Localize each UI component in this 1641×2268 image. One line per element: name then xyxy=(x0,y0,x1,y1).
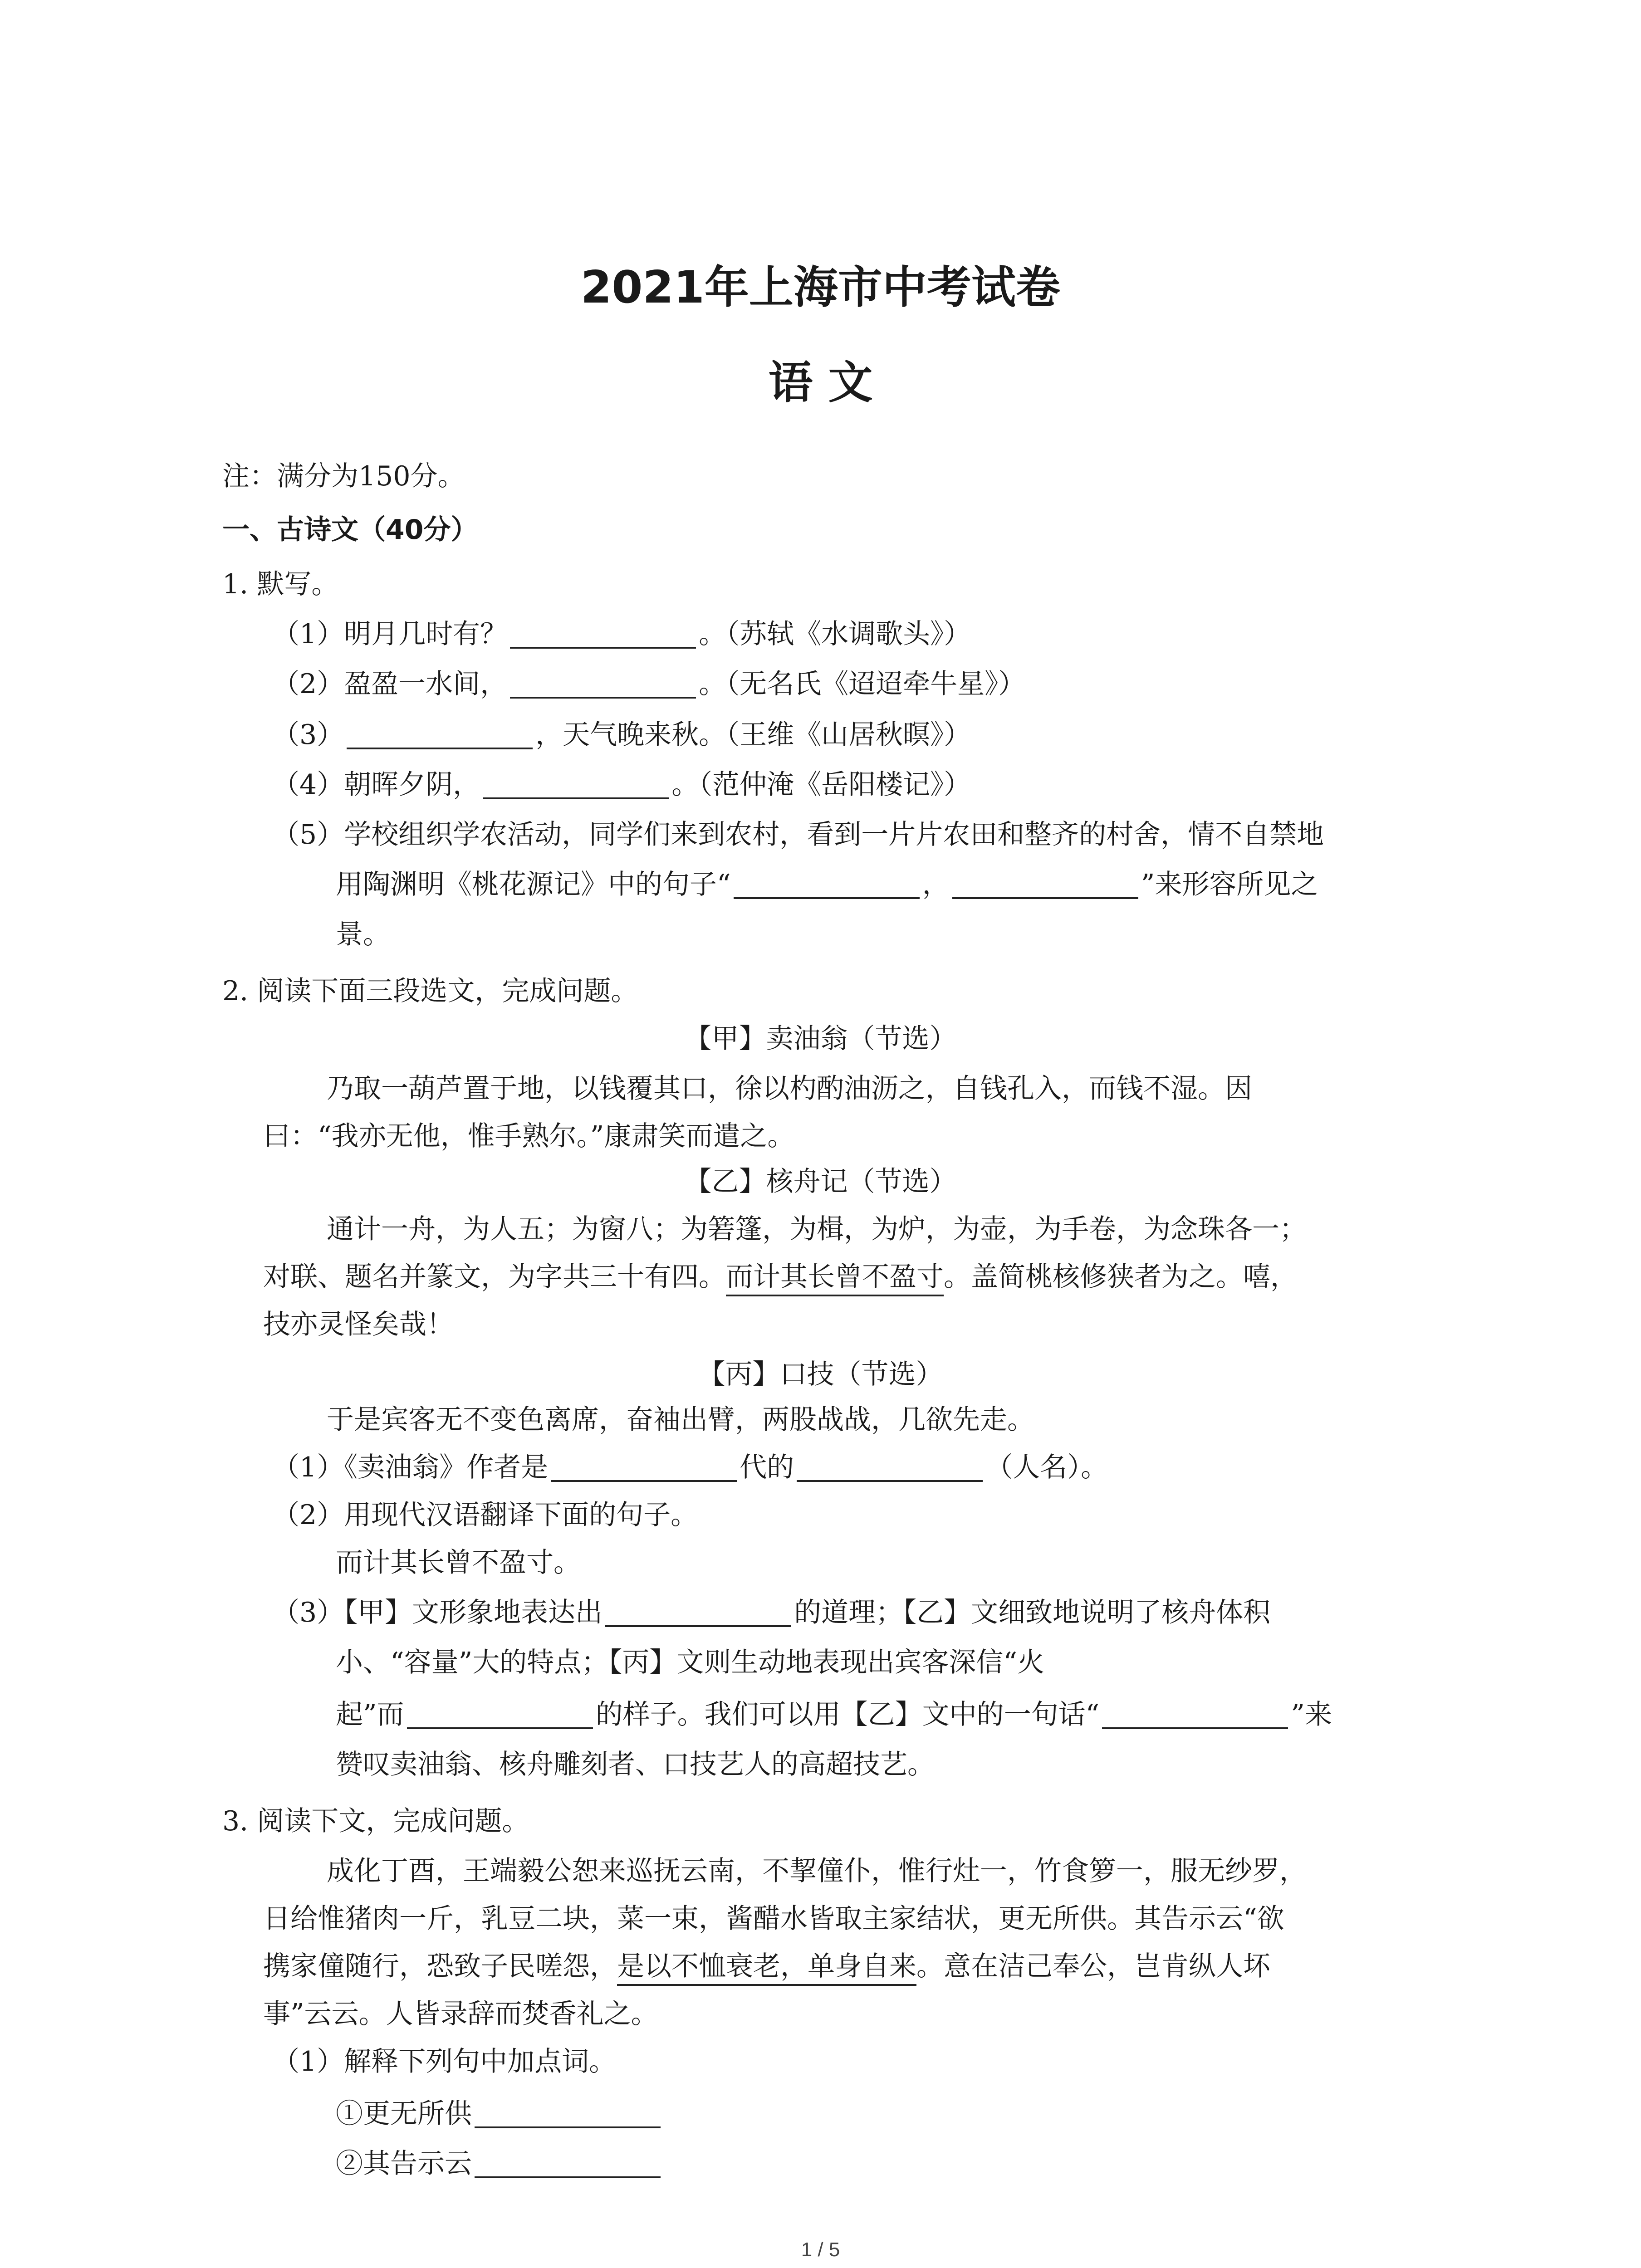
item-text-b: 代的 xyxy=(740,1452,794,1483)
item-text-pre: 明月几时有？ xyxy=(344,618,508,650)
item-text-mid: ， xyxy=(922,869,950,900)
item-text-d: 起”而 xyxy=(336,1699,404,1730)
q1-item-2 xyxy=(272,661,1025,707)
q2-sub-3-line3 xyxy=(336,1692,1332,1737)
item-number: （2） xyxy=(272,668,344,700)
q2-heading: 2. 阅读下面三段选文，完成问题。 xyxy=(222,975,638,1007)
item-text: 学校组织学农活动，同学们来到农村，看到一片片农田和整齐的村舍，情不自禁地 xyxy=(344,819,1324,850)
answer-blank[interactable] xyxy=(952,870,1138,899)
yi-title: 【乙】核舟记（节选） xyxy=(684,1166,957,1198)
item-text-post: ，天气晚来秋。（王维《山居秋暝》） xyxy=(535,719,971,751)
jia-line-1: 乃取一葫芦置于地，以钱覆其口，徐以杓酌油沥之，自钱孔入，而钱不湿。因 xyxy=(327,1073,1252,1105)
yi-line-2 xyxy=(263,1254,1298,1300)
underlined-sentence: 而计其长曾不盈寸 xyxy=(726,1261,944,1296)
item-text-a: 《卖油翁》作者是 xyxy=(344,1452,549,1483)
item-text-c: （人名）。 xyxy=(985,1452,1108,1483)
q1-item-4 xyxy=(272,762,971,807)
answer-blank[interactable] xyxy=(407,1700,593,1729)
item-number: （4） xyxy=(272,769,344,801)
q2-sub-2-sentence: 而计其长曾不盈寸。 xyxy=(336,1547,581,1579)
item-text-f: ”来 xyxy=(1291,1699,1332,1730)
answer-blank[interactable] xyxy=(551,1453,737,1482)
answer-blank[interactable] xyxy=(797,1453,983,1482)
answer-blank[interactable] xyxy=(347,720,533,749)
q2-sub-3-line1 xyxy=(272,1590,1270,1635)
q2-sub-2 xyxy=(272,1492,698,1538)
item-number: （3） xyxy=(272,1597,344,1628)
answer-blank[interactable] xyxy=(510,620,696,649)
item-number: （1） xyxy=(272,1452,344,1483)
exam-title: 2021年上海市中考试卷 xyxy=(581,262,1060,313)
jia-title: 【甲】卖油翁（节选） xyxy=(684,1023,957,1055)
q3-text-a: 携家僮随行，恐致子民嗟怨， xyxy=(263,1950,617,1982)
page-number: 1 / 5 xyxy=(801,2239,840,2261)
q2-sub-1 xyxy=(272,1445,1108,1490)
q3-text-b: 。意在洁己奉公，岂肯纵人坏 xyxy=(916,1950,1270,1982)
score-note: 注：满分为150分。 xyxy=(222,460,465,492)
q1-heading: 1. 默写。 xyxy=(222,568,339,600)
q2-sub-3-line4: 赞叹卖油翁、核舟雕刻者、口技艺人的高超技艺。 xyxy=(336,1749,935,1780)
yi-line-3: 技亦灵怪矣哉！ xyxy=(263,1309,454,1340)
q3-sub-1: （1）解释下列句中加点词。 xyxy=(272,2046,617,2077)
q1-item-3 xyxy=(272,712,971,758)
answer-blank[interactable] xyxy=(605,1598,791,1627)
yi-text-a: 对联、题名并篆文，为字共三十有四。 xyxy=(263,1261,726,1293)
q3-para-line-1: 成化丁酉，王端毅公恕来巡抚云南，不挈僮仆，惟行灶一，竹食箩一，服无纱罗， xyxy=(327,1855,1307,1887)
q3-heading: 3. 阅读下文，完成问题。 xyxy=(222,1805,529,1837)
answer-blank[interactable] xyxy=(483,770,669,799)
q1-item-5-line2 xyxy=(336,862,1318,907)
item-text-e: 的样子。我们可以用【乙】文中的一句话“ xyxy=(595,1699,1100,1730)
item-number: （1） xyxy=(272,618,344,650)
item-number: （3） xyxy=(272,719,344,751)
q3-sub-1-item-2 xyxy=(336,2141,663,2186)
q1-item-1 xyxy=(272,611,971,657)
item-number: （5） xyxy=(272,819,344,850)
item-text: ②其告示云 xyxy=(336,2148,472,2180)
item-text-pre: 朝晖夕阴， xyxy=(344,769,480,801)
q3-sub-1-item-1 xyxy=(336,2091,663,2136)
q1-item-5-line3: 景。 xyxy=(336,919,390,950)
item-text: ①更无所供 xyxy=(336,2098,472,2130)
answer-blank[interactable] xyxy=(1102,1700,1288,1729)
section-heading: 一、古诗文（40分） xyxy=(222,514,478,546)
yi-line-1: 通计一舟，为人五；为窗八；为箬篷，为楫，为炉，为壶，为手卷，为念珠各一； xyxy=(327,1213,1307,1245)
q3-para-line-3 xyxy=(263,1944,1270,1989)
item-text-pre: 用陶渊明《桃花源记》中的句子“ xyxy=(336,869,731,900)
item-text: 用现代汉语翻译下面的句子。 xyxy=(344,1499,698,1531)
subject-title: 语 文 xyxy=(768,357,873,409)
item-text-pre: 盈盈一水间， xyxy=(344,668,508,700)
item-text-post: 。（无名氏《迢迢牵牛星》） xyxy=(699,668,1026,700)
item-text-post: 。（苏轼《水调歌头》） xyxy=(699,618,971,650)
item-text-post: ”来形容所见之 xyxy=(1141,869,1318,900)
bing-title: 【丙】口技（节选） xyxy=(698,1359,943,1390)
bing-line-1: 于是宾客无不变色离席，奋袖出臂，两股战战，几欲先走。 xyxy=(327,1404,1034,1436)
jia-line-2: 曰：“我亦无他，惟手熟尔。”康肃笑而遣之。 xyxy=(263,1120,795,1152)
item-text-b: 的道理；【乙】文细致地说明了核舟体积 xyxy=(794,1597,1271,1628)
item-text-post: 。（范仲淹《岳阳楼记》） xyxy=(671,769,971,801)
yi-text-b: 。盖简桃核修狭者为之。嘻， xyxy=(944,1261,1298,1293)
q3-para-line-4: 事”云云。人皆录辞而焚香礼之。 xyxy=(263,1998,658,2030)
item-number: （2） xyxy=(272,1499,344,1531)
answer-blank[interactable] xyxy=(475,2149,661,2178)
answer-blank[interactable] xyxy=(734,870,920,899)
item-text-a: 【甲】文形象地表达出 xyxy=(344,1597,603,1628)
answer-blank[interactable] xyxy=(510,670,696,699)
underlined-sentence: 是以不恤衰老，单身自来 xyxy=(617,1950,916,1986)
q1-item-5-line1 xyxy=(272,812,1324,857)
answer-blank[interactable] xyxy=(475,2099,661,2128)
q3-para-line-2: 日给惟猪肉一斤，乳豆二块，菜一束，酱醋水皆取主家结状，更无所供。其告示云“欲 xyxy=(263,1903,1284,1935)
q2-sub-3-line2: 小、“容量”大的特点；【丙】文则生动地表现出宾客深信“火 xyxy=(336,1647,1045,1678)
